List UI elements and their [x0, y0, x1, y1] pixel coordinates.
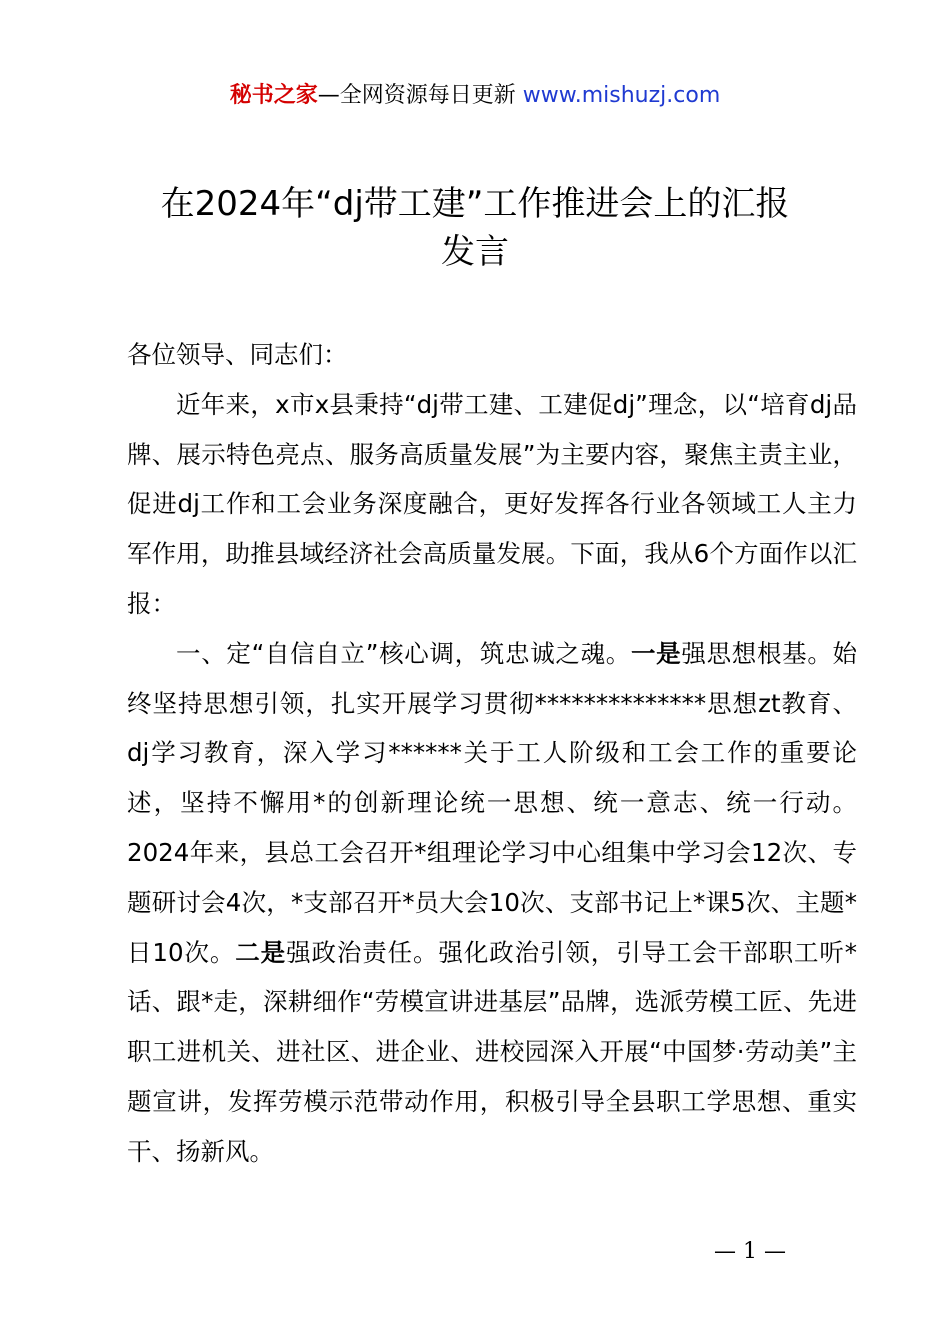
salutation: 各位领导、同志们：: [127, 340, 348, 369]
page-number: — 1 —: [714, 1239, 786, 1264]
document-title-line-1: 在2024年“dj带工建”工作推进会上的汇报: [160, 184, 790, 224]
site-header: [0, 80, 950, 112]
site-brand: 秘书之家: [229, 83, 318, 108]
section-1-point-1: 强思想根基。始终坚持思想引领，扎实开展学习贯彻**************思想zt教育、dj学习教育，深入学习******关于工人阶级和工会工作的重要论述，坚持不懈用*的创新理论统一思想、统一意志、统一行动。2024年来，县总工会召开*组理论学习中心组集中学习会12次、专题研讨会4次，*支部召开*员大会10次、支部书记上*课5次、主题*日10次。: [127, 638, 858, 967]
document-body: [127, 330, 857, 1177]
site-url-link[interactable]: www.mishuzj.com: [522, 83, 721, 108]
section-1-marker-1: 一是: [630, 638, 682, 668]
section-1-point-2: 强政治责任。强化政治引领，引导工会干部职工听*话、跟*走，深耕细作“劳模宣讲进基层”品牌，选派劳模工匠、先进职工进机关、进社区、进企业、进校园深入开展“中国梦·劳动美”主题宣讲，发挥劳模示范带动作用，积极引导全县职工学思想、重实干、扬新风。: [127, 937, 858, 1166]
intro-paragraph: 近年来，x市x县秉持“dj带工建、工建促dj”理念，以“培育dj品牌、展示特色亮点、服务高质量发展”为主要内容，聚焦主责主业，促进dj工作和工会业务深度融合，更好发挥各行业各领域工人主力军作用，助推县域经济社会高质量发展。下面，我从6个方面作以汇报：: [127, 389, 857, 618]
section-1-heading: 一、定“自信自立”核心调，筑忠诚之魂。: [176, 638, 631, 668]
site-tagline: —全网资源每日更新: [317, 83, 516, 108]
section-1-paragraph: [127, 629, 857, 1177]
document-title: [110, 180, 840, 276]
section-1-marker-2: 二是: [235, 937, 287, 967]
document-title-line-2: 发言: [441, 232, 509, 272]
